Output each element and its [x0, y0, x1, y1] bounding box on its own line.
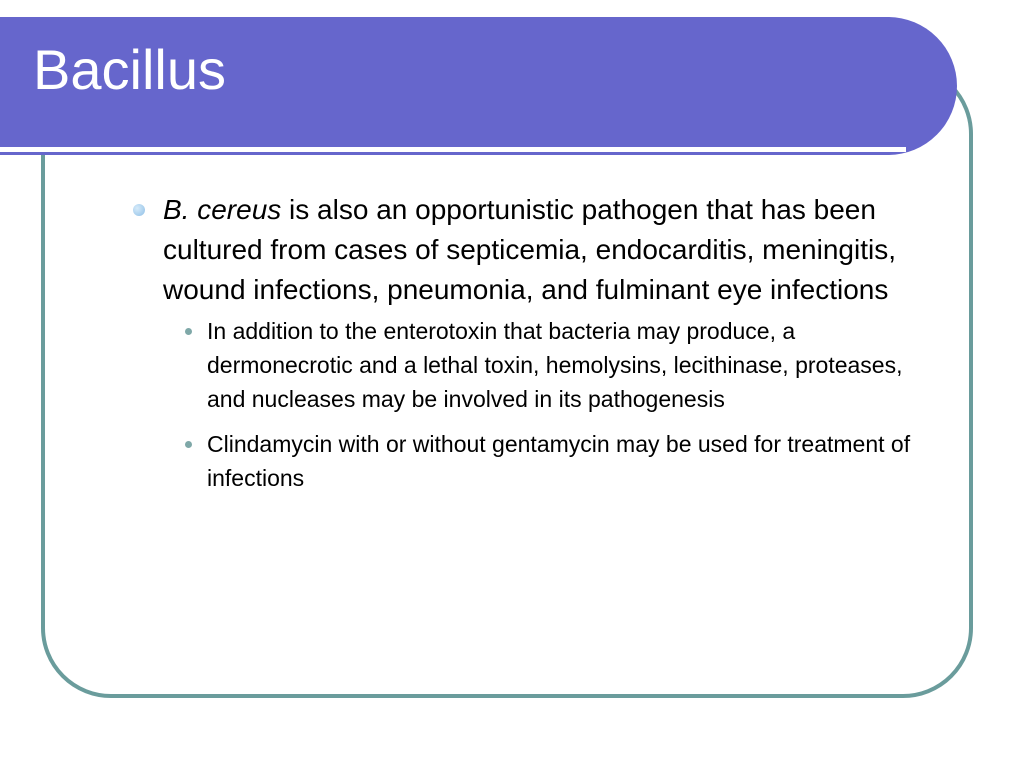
subbullet-dot-icon [185, 328, 192, 335]
subbullet-text: Clindamycin with or without gentamycin may be used for treatment of infections [207, 431, 911, 491]
subbullet-text: In addition to the enterotoxin that bacteria may produce, a dermonecrotic and a lethal toxin, hemolysins, lecithinase, proteases, and nucleases may be involved in its pathogenesis [207, 318, 903, 412]
bullet-dot-icon [133, 204, 145, 216]
title-underline [0, 147, 906, 152]
subbullet-treatment [207, 427, 930, 495]
subbullet-dot-icon [185, 441, 192, 448]
bullet-cereus [130, 190, 930, 310]
bullet-text: is also an opportunistic pathogen that has been cultured from cases of septicemia, endocarditis, meningitis, wound infections, pneumonia, and fulminant eye infections [163, 194, 896, 305]
slide-title: Bacillus [33, 38, 226, 101]
slide-content [130, 190, 930, 495]
subbullet-pathogenesis [207, 314, 930, 416]
bullet-italic-term: B. cereus [163, 194, 282, 225]
